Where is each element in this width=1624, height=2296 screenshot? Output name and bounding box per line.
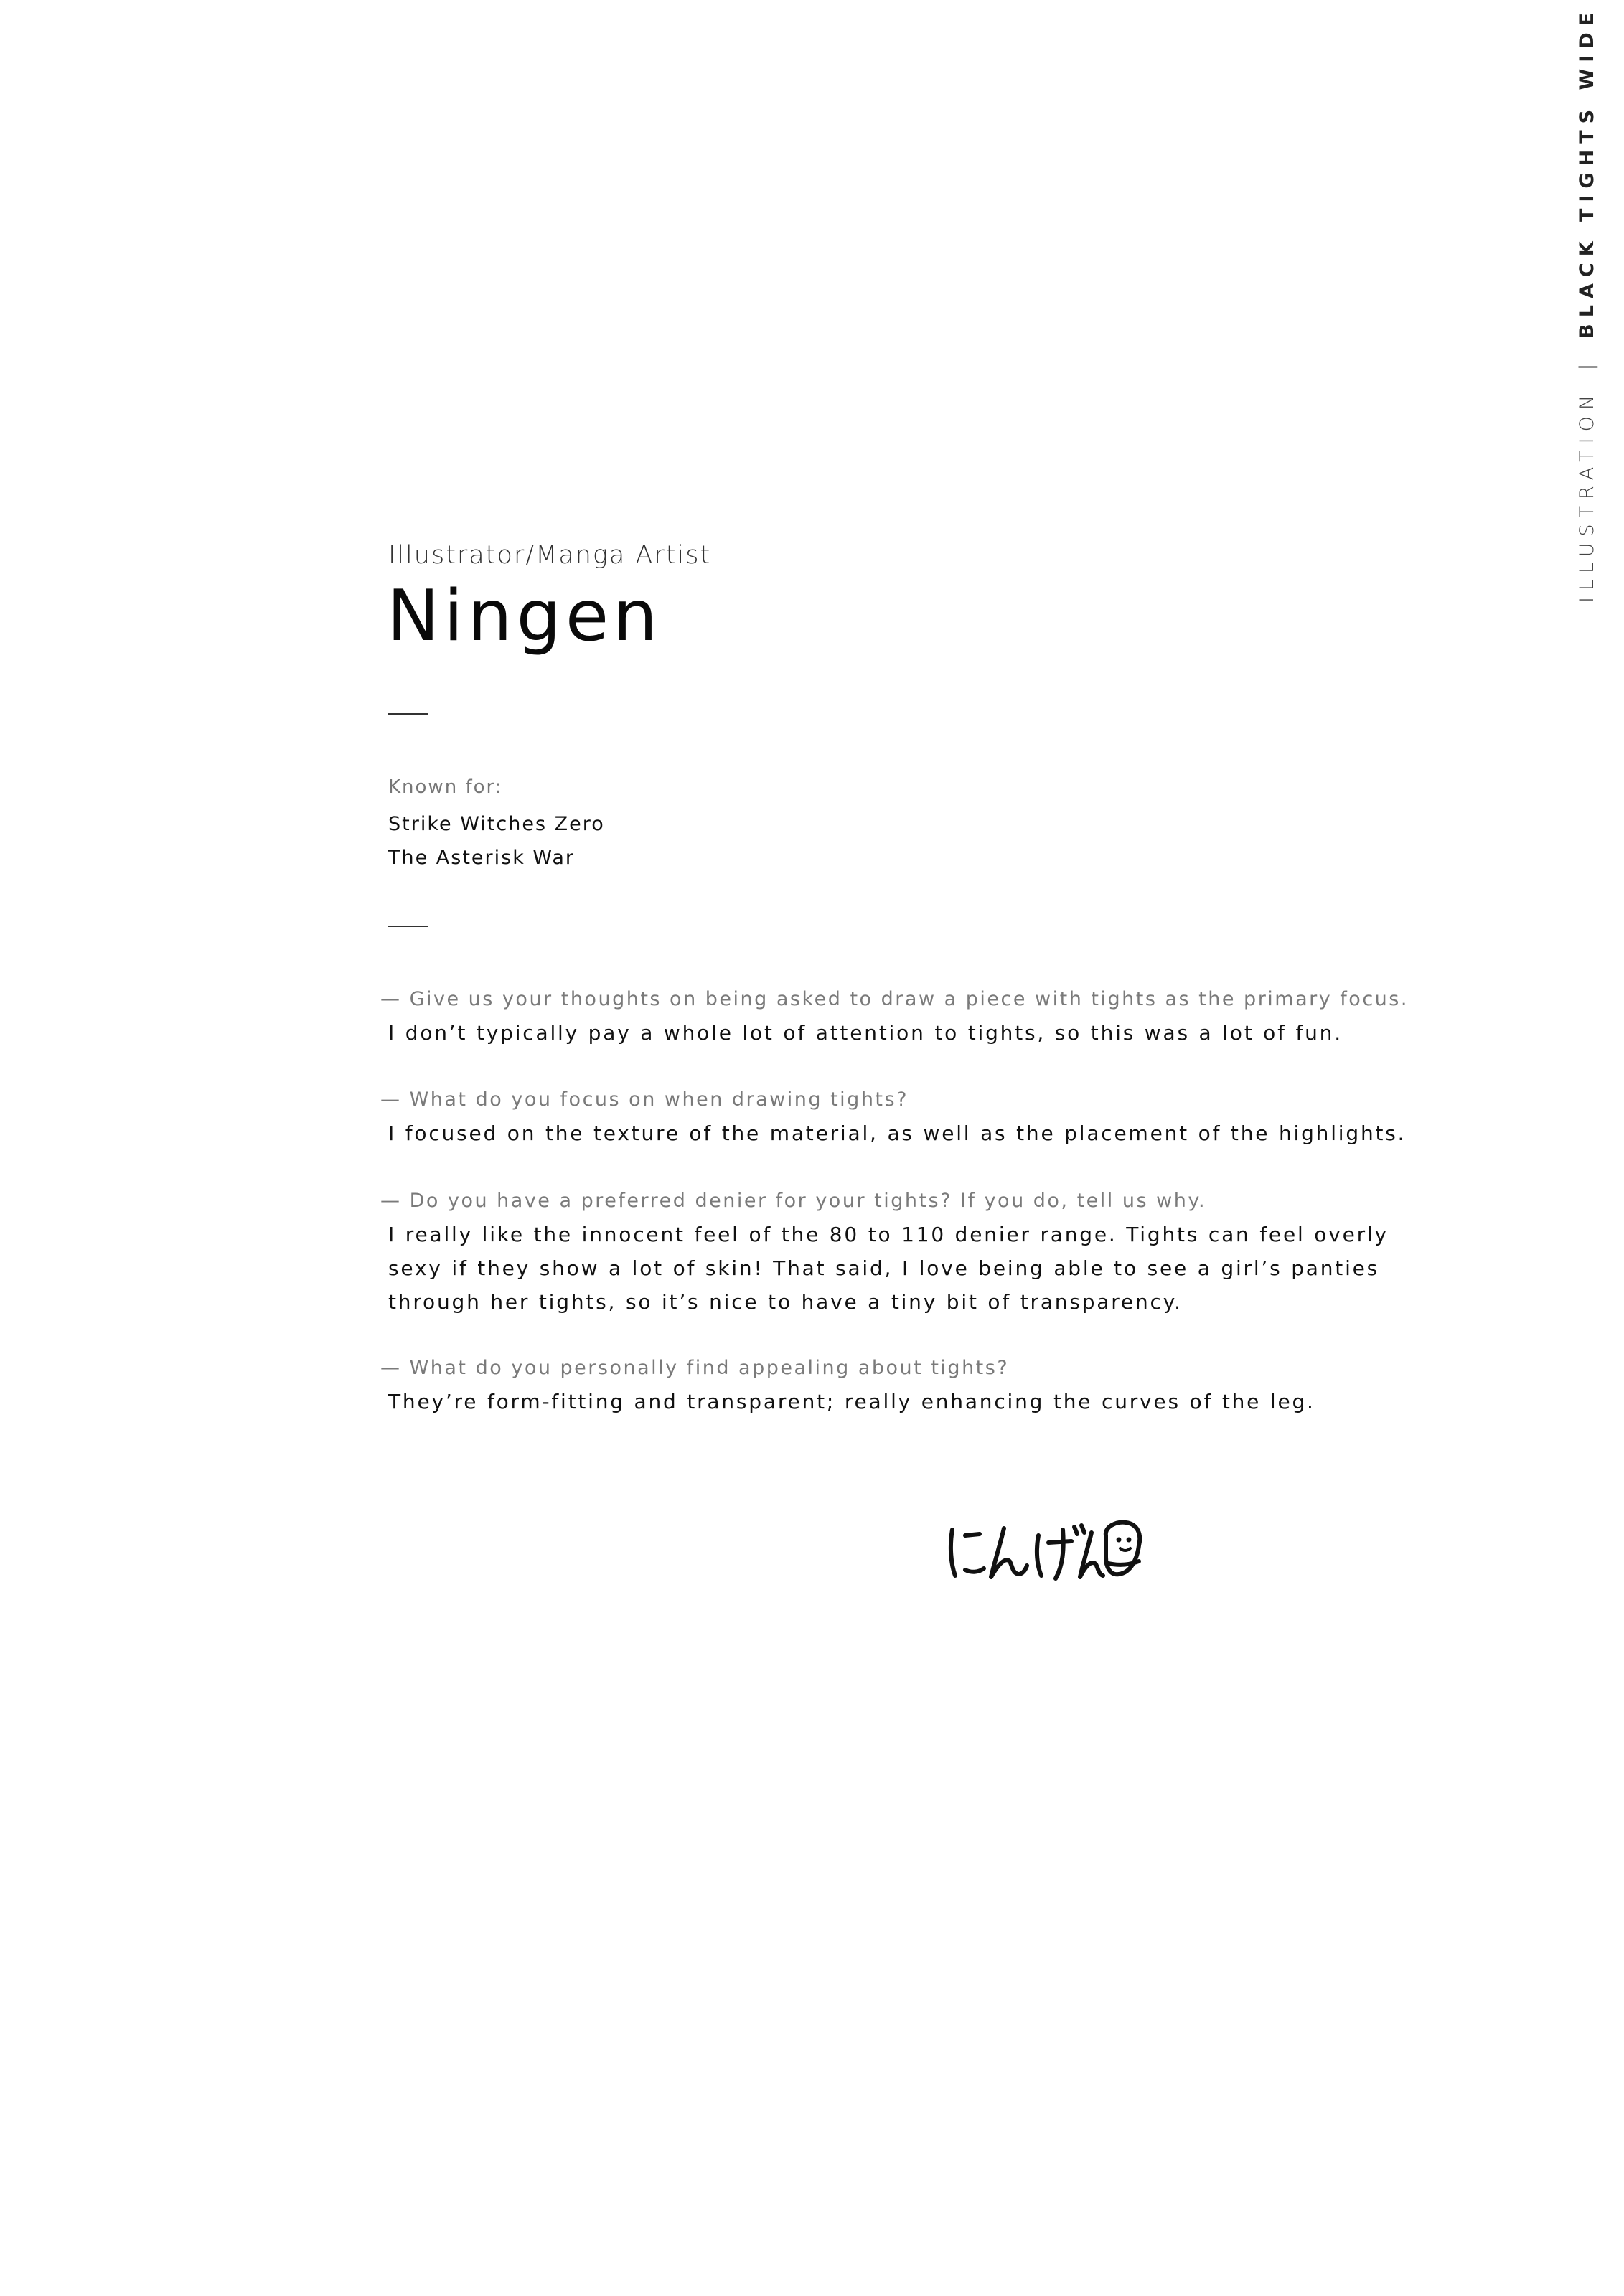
interview-answer: They’re form-fitting and transparent; really enhancing the curves of the leg. <box>388 1390 1315 1413</box>
interview-answer: I really like the innocent feel of the 80 to 110 denier range. Tights can feel overly sexy if they show a lot of skin! That said, I love being able to see a girl’s panties through her tights, so it’s nice to have a tiny bit of transparency. <box>388 1223 1389 1314</box>
known-for-item: The Asterisk War <box>388 847 576 869</box>
known-for-item: Strike Witches Zero <box>388 813 605 835</box>
interview-question: — Do you have a preferred denier for your tights? If you do, tell us why. <box>380 1190 1207 1212</box>
qa-block <box>380 1352 1407 1418</box>
interview-question: — Give us your thoughts on being asked to draw a piece with tights as the primary focus. <box>380 988 1409 1010</box>
side-label-separator: | <box>1576 357 1598 370</box>
interview-question: — What do you personally find appealing about tights? <box>380 1357 1010 1379</box>
qa-block <box>380 1083 1407 1150</box>
divider-rule <box>388 713 428 715</box>
known-for-label: Known for: <box>388 776 503 798</box>
known-for-list <box>388 807 605 875</box>
interview-answer: I don’t typically pay a whole lot of attention to tights, so this was a lot of fun. <box>388 1021 1343 1045</box>
qa-block <box>380 983 1407 1050</box>
side-label <box>1576 6 1598 603</box>
qa-block <box>380 1185 1407 1319</box>
interview-question: — What do you focus on when drawing tights? <box>380 1088 909 1111</box>
series-title: BLACK TIGHTS WIDE <box>1576 6 1598 339</box>
artist-signature <box>944 1514 1145 1586</box>
divider-rule <box>388 926 428 927</box>
interview-answer: I focused on the texture of the material, as well as the placement of the highlights. <box>388 1121 1407 1145</box>
section-label: ILLUSTRATION <box>1576 388 1598 603</box>
artist-name: Ningen <box>387 575 662 657</box>
artist-role: Illustrator/Manga Artist <box>388 541 712 570</box>
